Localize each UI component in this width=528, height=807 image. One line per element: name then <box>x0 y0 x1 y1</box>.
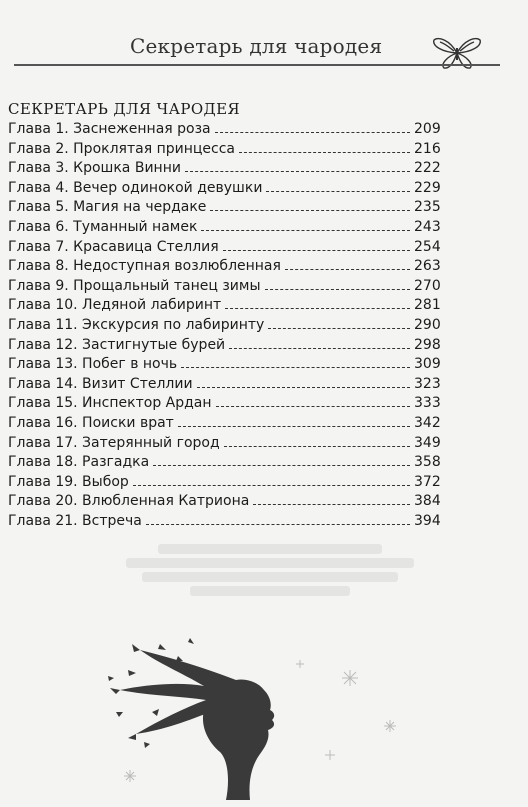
toc-entry <box>8 140 440 160</box>
toc-entry <box>8 316 440 336</box>
toc-entry <box>8 296 440 316</box>
toc-leader <box>225 298 410 309</box>
toc-entry-page: 298 <box>414 336 441 353</box>
toc-entry-label: Глава 6. Туманный намек <box>8 218 198 235</box>
toc-entry <box>8 257 440 277</box>
toc-entry-label: Глава 19. Выбор <box>8 473 129 490</box>
toc-leader <box>216 396 410 407</box>
toc-entry <box>8 218 440 238</box>
toc-leader <box>223 240 410 251</box>
toc-entry <box>8 238 440 258</box>
toc-entry <box>8 159 440 179</box>
toc-leader <box>266 181 410 192</box>
toc-leader <box>265 279 411 290</box>
toc-entry-label: Глава 18. Разгадка <box>8 454 150 471</box>
toc-entry-page: 323 <box>414 375 441 392</box>
toc-leader <box>229 338 410 349</box>
toc-entry-page: 229 <box>414 179 441 196</box>
toc-leader <box>153 455 410 466</box>
toc-entry-page: 349 <box>414 434 441 451</box>
toc-entry-label: Глава 10. Ледяной лабиринт <box>8 297 222 314</box>
toc-entry-page: 342 <box>414 414 441 431</box>
table-of-contents <box>8 98 440 531</box>
toc-entry <box>8 414 440 434</box>
toc-leader <box>185 161 410 172</box>
toc-leader <box>224 436 410 447</box>
toc-entry-label: Глава 20. Влюбленная Катриона <box>8 493 250 510</box>
toc-entry <box>8 198 440 218</box>
toc-entry-page: 384 <box>414 493 441 510</box>
toc-entry <box>8 394 440 414</box>
toc-leader <box>253 494 410 505</box>
toc-entry-label: Глава 4. Вечер одинокой девушки <box>8 179 263 196</box>
toc-leader <box>239 142 410 153</box>
toc-entry-label: Глава 5. Магия на чердаке <box>8 199 207 216</box>
toc-leader <box>201 220 410 231</box>
toc-entry-label: Глава 12. Застигнутые бурей <box>8 336 226 353</box>
toc-entry-page: 243 <box>414 218 441 235</box>
toc-entry <box>8 453 440 473</box>
toc-entry <box>8 473 440 493</box>
toc-leader <box>215 122 410 133</box>
toc-entry-page: 281 <box>414 297 441 314</box>
toc-entry <box>8 375 440 395</box>
toc-entry-page: 394 <box>414 512 441 529</box>
toc-entry <box>8 120 440 140</box>
toc-entry-label: Глава 1. Заснеженная роза <box>8 121 211 137</box>
toc-entry-page: 333 <box>414 395 441 412</box>
toc-entry-label: Глава 7. Красавица Стеллия <box>8 238 219 255</box>
toc-leader <box>133 475 410 486</box>
toc-entry-page: 235 <box>414 199 441 216</box>
toc-leader <box>210 200 410 211</box>
toc-entry-label: Глава 2. Проклятая принцесса <box>8 140 235 157</box>
toc-leader <box>285 259 410 270</box>
toc-list <box>8 120 440 531</box>
toc-entry-page: 263 <box>414 258 441 275</box>
toc-leader <box>146 514 410 525</box>
toc-entry <box>8 434 440 454</box>
toc-entry-label: Глава 9. Прощальный танец зимы <box>8 277 261 294</box>
toc-entry-label: Глава 13. Побег в ночь <box>8 356 178 373</box>
bleed-through-text <box>110 540 430 610</box>
toc-entry-label: Глава 14. Визит Стеллии <box>8 375 193 392</box>
toc-leader <box>178 416 410 427</box>
toc-entry-page: 254 <box>414 238 441 255</box>
toc-entry-label: Глава 8. Недоступная возлюбленная <box>8 258 281 275</box>
toc-entry-label: Глава 17. Затерянный город <box>8 434 220 451</box>
toc-entry-page: 270 <box>414 277 441 294</box>
toc-entry-label: Глава 3. Крошка Винни <box>8 160 181 177</box>
woman-silhouette-with-butterflies-icon <box>100 630 430 800</box>
header-rule <box>14 64 500 66</box>
toc-entry-page: 216 <box>414 140 441 157</box>
toc-entry-page: 372 <box>414 473 441 490</box>
toc-entry-page: 358 <box>414 454 441 471</box>
page-header <box>0 0 528 68</box>
toc-entry-label: Глава 21. Встреча <box>8 512 142 529</box>
toc-entry <box>8 277 440 297</box>
toc-entry-page: 209 <box>414 121 441 137</box>
toc-heading: СЕКРЕТАРЬ ДЛЯ ЧАРОДЕЯ <box>8 100 241 118</box>
toc-entry-label: Глава 11. Экскурсия по лабиринту <box>8 316 265 333</box>
toc-leader <box>181 357 410 368</box>
toc-entry <box>8 492 440 512</box>
toc-leader <box>197 377 410 388</box>
toc-entry <box>8 355 440 375</box>
toc-entry <box>8 179 440 199</box>
toc-entry-label: Глава 16. Поиски врат <box>8 414 174 431</box>
toc-entry <box>8 512 440 532</box>
running-title: Секретарь для чародея <box>130 34 383 58</box>
toc-entry <box>8 336 440 356</box>
toc-leader <box>268 318 410 329</box>
toc-entry-page: 309 <box>414 356 441 373</box>
toc-entry-page: 222 <box>414 160 441 177</box>
toc-entry-page: 290 <box>414 316 441 333</box>
toc-entry-label: Глава 15. Инспектор Ардан <box>8 395 212 412</box>
